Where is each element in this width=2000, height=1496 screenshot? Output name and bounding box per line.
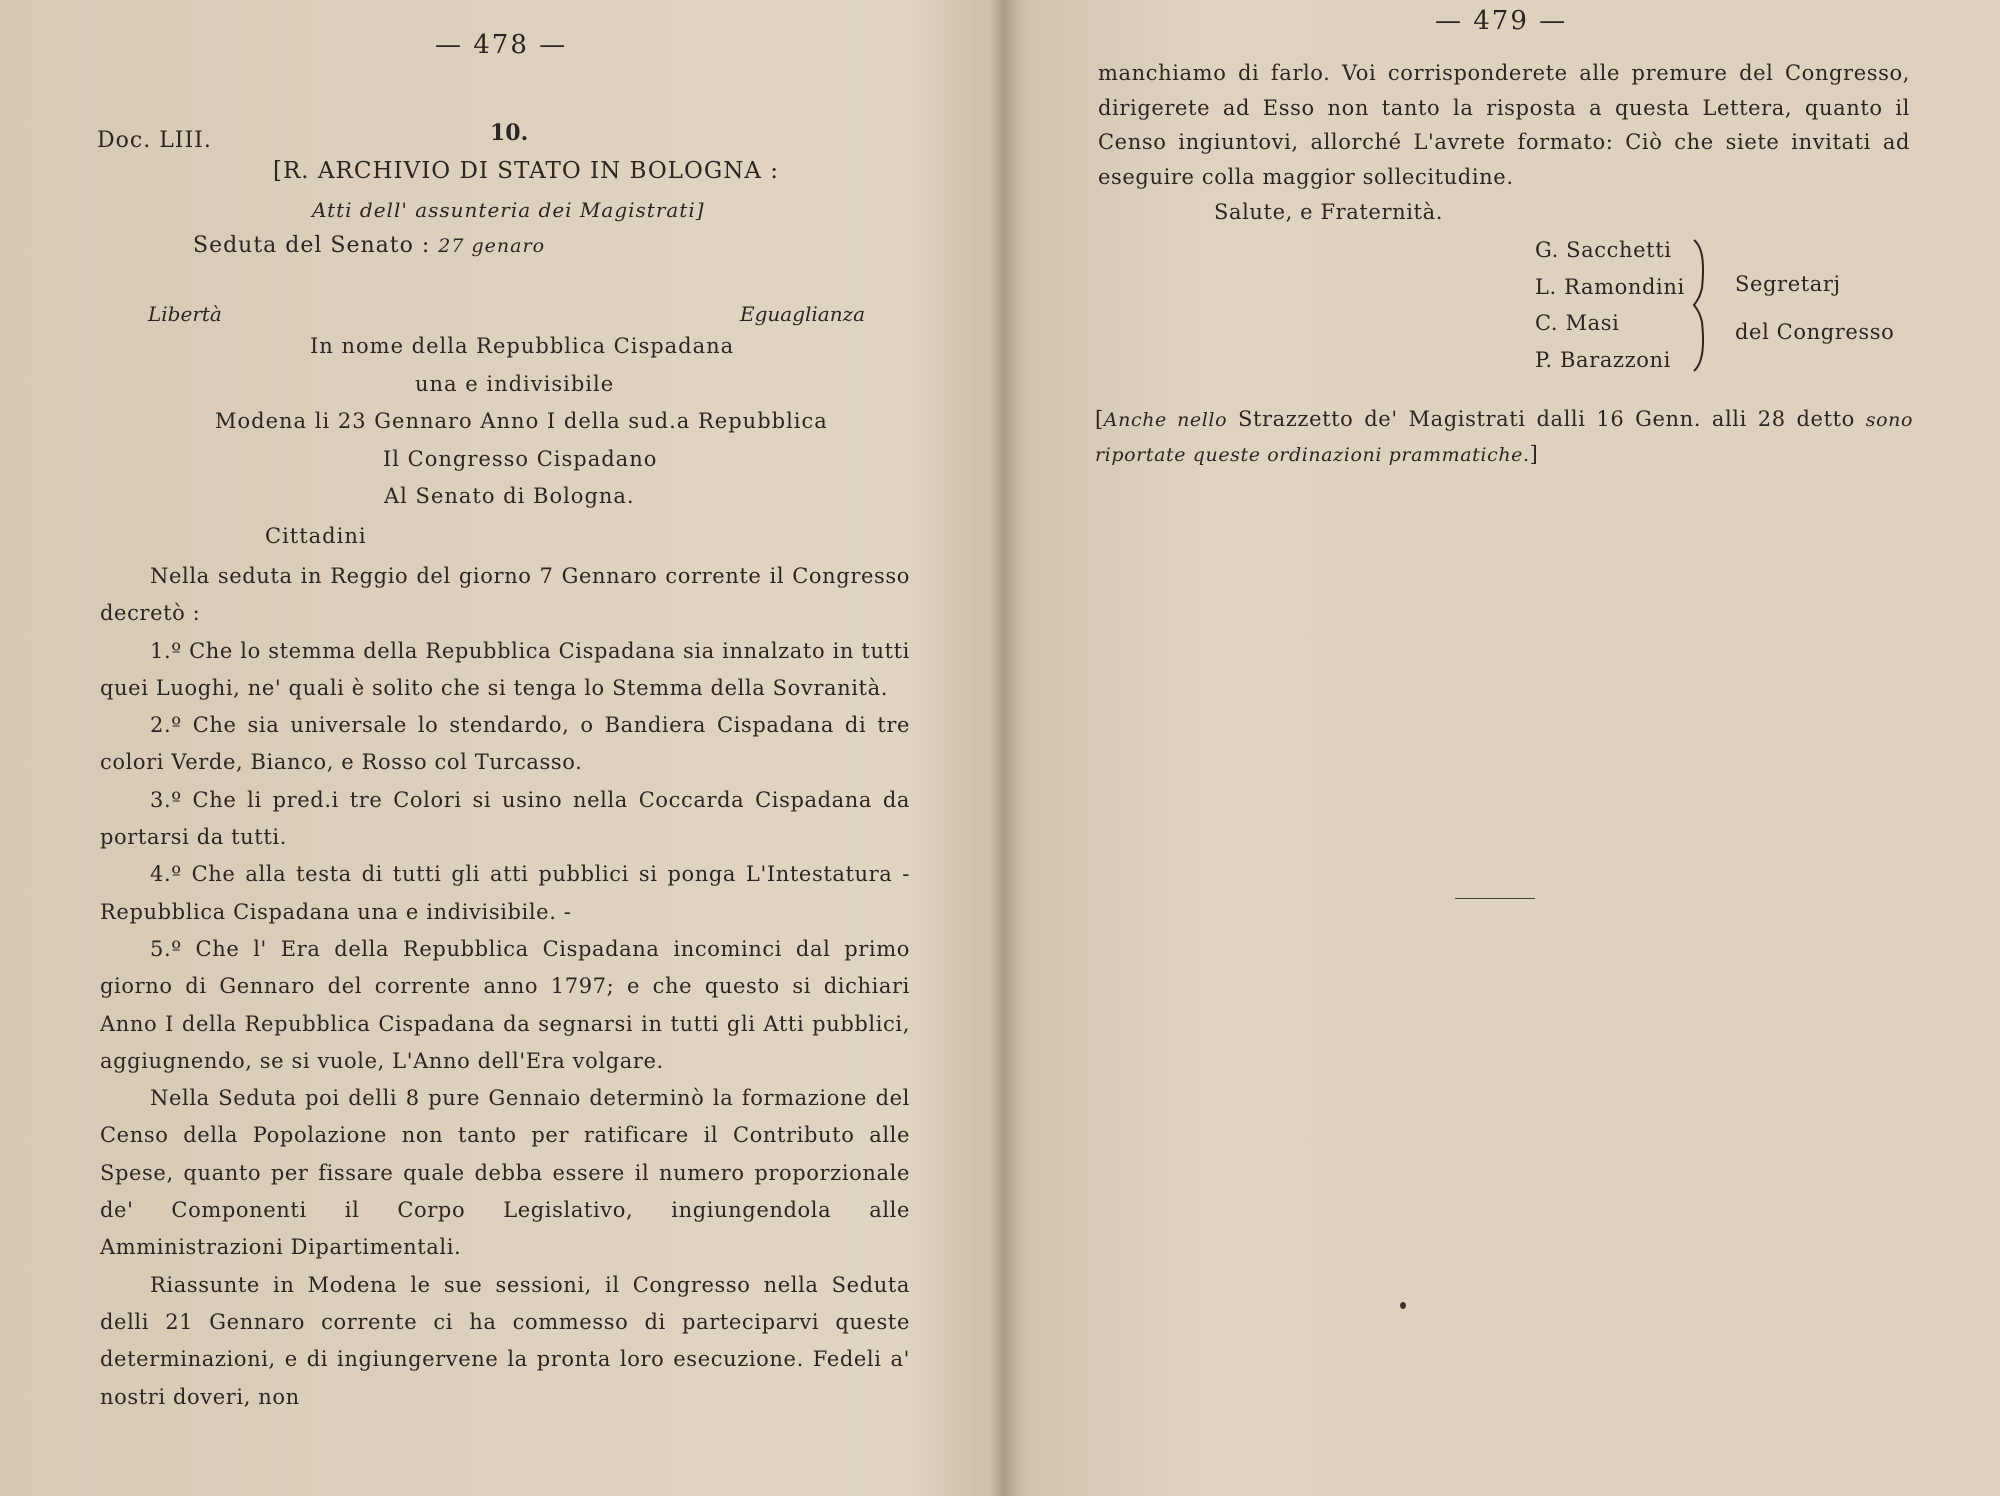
signer-name: C. Masi: [1535, 311, 1620, 335]
editorial-note: [1095, 402, 1913, 472]
signer-role: Segretarj: [1735, 272, 1841, 296]
closing-salutation: Salute, e Fraternità.: [1214, 200, 1443, 224]
paragraph: 3.º Che li pred.i tre Colori si usino nella Coccarda Cispadana da portarsi da tutti.: [100, 787, 910, 850]
paragraph: manchiamo di farlo. Voi corrisponderete alle premure del Congresso, dirigerete ad Esso non tanto la risposta a questa Lettera, quanto il Censo ingiuntovi, allorché L'avrete formato: Ciò che siete invitati ad eseguire colla maggior sollecitudine.: [1098, 61, 1910, 189]
archive-subheading: Atti dell' assunteria dei Magistrati]: [312, 198, 705, 222]
archive-heading: [R. ARCHIVIO DI STATO IN BOLOGNA :: [273, 158, 779, 184]
heading-line: Il Congresso Cispadano: [383, 447, 658, 471]
brace-icon: [1690, 238, 1710, 373]
letter-continuation: [1098, 56, 1910, 194]
paragraph: 4.º Che alla testa di tutti gli atti pubblici si ponga L'Intestatura - Repubblica Cispadana una e indivisibile. -: [100, 862, 910, 924]
page-number-right: — 479 —: [1435, 6, 1568, 36]
salutation: Cittadini: [265, 524, 367, 548]
seduta-line: [193, 233, 545, 258]
paragraph: Nella seduta in Reggio del giorno 7 Gennaro corrente il Congresso decretò :: [100, 564, 910, 626]
note-text: Strazzetto de' Magistrati dalli 16 Genn. alli 28 detto: [1227, 407, 1866, 431]
ink-spot: [1400, 1302, 1406, 1309]
note-italic: Anche nello: [1103, 409, 1228, 431]
heading-line: Modena li 23 Gennaro Anno I della sud.a Repubblica: [215, 409, 828, 433]
heading-line: Al Senato di Bologna.: [384, 484, 635, 508]
section-divider: [1455, 898, 1535, 899]
motto-liberta: Libertà: [148, 302, 222, 326]
heading-line: In nome della Repubblica Cispadana: [310, 334, 735, 358]
signer-name: G. Sacchetti: [1535, 238, 1672, 262]
paragraph: 2.º Che sia universale lo stendardo, o Bandiera Cispadana di tre colori Verde, Bianco, e Rosso col Turcasso.: [100, 713, 910, 775]
note-bracket: ]: [1529, 442, 1539, 466]
page-number-left: — 478 —: [435, 30, 568, 60]
note-bracket: [: [1095, 407, 1104, 431]
right-page: [1010, 0, 2000, 1496]
signer-name: L. Ramondini: [1535, 275, 1685, 299]
motto-eguaglianza: Eguaglianza: [740, 302, 866, 326]
heading-line: una e indivisibile: [415, 372, 615, 396]
letter-body: [100, 558, 910, 1416]
signer-role: del Congresso: [1735, 320, 1895, 344]
note-italic: sono riportate queste ordinazioni prammatiche.: [1095, 409, 1913, 466]
paragraph: 5.º Che l' Era della Repubblica Cispadana incominci dal primo giorno di Gennaro del corrente anno 1797; e che questo si dichiari Anno I della Repubblica Cispadana da segnarsi in tutti gli Atti pubblici, aggiugnendo, se si vuole, L'Anno dell'Era volgare.: [100, 936, 910, 1073]
seduta-date: 27 genaro: [438, 235, 546, 257]
paragraph: Riassunte in Modena le sue sessioni, il Congresso nella Seduta delli 21 Gennaro corrente ci ha commesso di parteciparvi queste determinazioni, e di ingiungervene la pronta loro esecuzione. Fedeli a' nostri doveri, non: [100, 1272, 910, 1409]
paragraph: 1.º Che lo stemma della Repubblica Cispadana sia innalzato in tutti quei Luoghi, ne' quali è solito che si tenga lo Stemma della Sovranità.: [100, 638, 910, 700]
paragraph: Nella Seduta poi delli 8 pure Gennaio determinò la formazione del Censo della Popolazione non tanto per ratificare il Contributo alle Spese, quanto per fissare quale debba essere il numero proporzionale de' Componenti il Corpo Legislativo, ingiungendola alle Amministrazioni Dipartimentali.: [100, 1086, 910, 1260]
doc-number: 10.: [490, 120, 529, 146]
signer-name: P. Barazzoni: [1535, 348, 1671, 372]
doc-label: Doc. LIII.: [97, 128, 212, 153]
seduta-prefix: Seduta del Senato :: [193, 233, 439, 258]
